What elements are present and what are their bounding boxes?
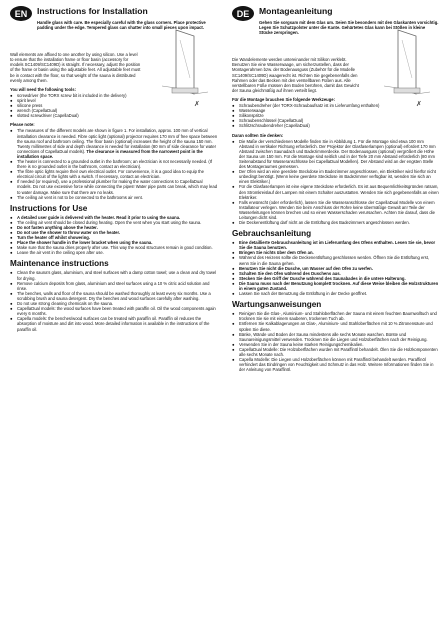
- list-item: ● CapellaDual models: the wood surfaces have been treated with paraffin oil. Oil the wood components again every 6 months.: [10, 306, 218, 316]
- tools-list-de: [232, 103, 440, 128]
- list-item: ● The benches, walls and floor of the sauna should be washed thoroughly at least every six months. Use a scrubbing brush and sauna detergent. Dry the benches and wood surfaces carefully after washing.: [10, 291, 218, 301]
- list-item: ● Make sure that the sauna dries properly after use. This way the wood structures remain in good condition.: [10, 245, 218, 250]
- list-item: ● Während des Heizens sollte die Deckenentlüftung geschlossen werden. Öffnen Sie die Entlüftung erst, wenn Sie in die Sauna gehen.: [232, 255, 440, 265]
- maintenance-list-en: [10, 270, 218, 331]
- maintenance-title-de: Wartungsanweisungen: [232, 300, 322, 310]
- list-item: ● Lassen Sie nach der Benutzung die Entlüftung in der Decke geöffnet.: [232, 291, 440, 296]
- list-item: ● Leave the air vent in the ceiling open after use.: [10, 250, 218, 255]
- list-item: ● Schalten Sie den Ofen während des Duschens aus.: [232, 271, 440, 276]
- wall-elements-text-de: Die Wandelemente werden untereinander mit Silikon verklebt. Benutzen Sie eine Wasserwaage, um sicherzustellen, dass der Montagerahmen bzw. der Bodenausguss (Zubehör für die Modelle SC1409/SC1409D) waagerecht ist. Richten Sie gegebenenfalls den Rahmen oder das Becken mit den verstellbaren Füßen aus. Alle verstellbaren Füße müssen den Boden berühren, damit das Gewicht der Sauna gleichmäßig auf ihnen verteilt liegt.: [232, 57, 359, 93]
- list-item: ● Place the shower handle in the lower bracket when using the sauna.: [10, 240, 218, 245]
- list-item: ● spirit level: [10, 98, 218, 103]
- list-item: ● Wasserwaage: [232, 108, 440, 113]
- list-item: ● slotted screwdriver (CapellaDual): [10, 113, 218, 118]
- list-item: ● Entfernen Sie Kalkablagerungen an Glas-, Aluminium- und Stahloberflächen mit 10 % Zitronensäure und spülen Sie diese.: [232, 321, 440, 331]
- svg-text:✗: ✗: [194, 100, 200, 108]
- maintenance-list-de: [232, 311, 440, 372]
- list-item: ● Die Sauna muss nach der Benutzung komplett trocknen. Auf diese Weise bleiben die Holzstrukturen in einem guten Zustand.: [232, 281, 440, 291]
- list-item: ● Reinigen Sie die Glas-, Aluminium- und Stahloberflächen der Sauna mit einem feuchten Baumwolltuch und trocknen Sie sie mit einem sauberen, trockenen Tuch ab.: [232, 311, 440, 321]
- notes-list-de: [232, 139, 440, 226]
- list-item: ● Do not use strong cleaning chemicals on the sauna.: [10, 301, 218, 306]
- list-item: ● The measures of the different models are shown in figure 1. For installation, approx. 100 mm of vertical installation clearance is needed. Fibre optic light (optional) projector requires 170 mm of free space between the sauna roof and bathroom ceiling. The floor basin (optional) increases the height of the sauna 150 mm. Twenty millimetres of side and depth clearance is needed for installation (80 mm of side clearance for water connections of CapellaDual models). The clearance is measured from the narrowest point in the installation space.: [10, 128, 218, 159]
- list-item: ● The ceiling air vent is not to be connected to the bathrooms air vent.: [10, 195, 218, 200]
- list-item: ● CapellaDual Modelle: Die Holzoberflächen wurden mit Paraffinöl behandelt. Ölen Sie die Holzkomponenten alle sechs Monate nach.: [232, 347, 440, 357]
- use-title-de: Gebrauchsanleitung: [232, 229, 312, 239]
- use-list-de: [232, 240, 440, 296]
- glass-handling-illustration-de: [376, 28, 440, 110]
- list-item: ● The heater is connected to a grounded outlet in the bathroom; an electrician is not necessarily needed. (If there is no grounded outlet in the bathroom, contact an electrician).: [10, 159, 218, 169]
- glass-warning-en: Handle glass with care. Be especially careful with the glass corners. Place protective padding under the edge. Tempered glass can shatter into small pieces upon impact.: [37, 20, 206, 31]
- list-item: ● Schraubendreher (der TORX-Schraubaufsatz ist im Lieferumfang enthalten): [232, 103, 440, 108]
- svg-text:✗: ✗: [416, 100, 422, 108]
- installation-title-en: Instructions for Installation: [37, 6, 148, 16]
- list-item: ● wrench (CapellaDual): [10, 108, 218, 113]
- language-badge-en: EN: [10, 6, 32, 21]
- list-item: ● Remove calcium deposits from glass, aluminium and steel surfaces using a 10 % citric acid solution and rinse.: [10, 281, 218, 291]
- list-item: ● Capella Modelle: Die Liegen und Holzoberflächen können mit Paraffinöl behandelt werden. Paraffinöl verhindert das Eindringen von Feuchtigkeit und Schmutz in das Holz. Weitere Informationen finden Sie in der Anleitung von Paraffinöl.: [232, 357, 440, 372]
- note-heading-de: Daran sollten Sie denken:: [232, 132, 284, 138]
- list-item: ● The fibre optic lights require their own electrical outlet. For convenience, it is a good idea to equip the electrical circuit of the lights with a switch. If necessary, contact an electrician.: [10, 169, 218, 179]
- list-item: ● Do not use the shower to throw water on the heater.: [10, 230, 218, 235]
- language-badge-de: DE: [232, 6, 254, 21]
- list-item: ● If needed (or required), use a professional plumber for making the water connections to CapellaDual models. Do not use excessive force while connecting the pipes! Water pipe parts can break, which may lead to water damage. Make sure that there are no leaks.: [10, 179, 218, 194]
- list-item: ● Bringen Sie nichts über dem Ofen an.: [232, 250, 440, 255]
- list-item: ● Falls erwünscht (oder erforderlich), lassen Sie die Wasseranschlüsse der CapellaDual Modelle von einem Installateur verlegen. Wenden Sie beim Anschluss der Rohre keine übermäßige Gewalt an! Teile der Wasserleitungen können brechen und so einen Wasserschaden verursachen. Achten Sie darauf, dass die Leitungen dicht sind.: [232, 200, 440, 220]
- wall-elements-text-en: Wall elements are affixed to one another by using silicon. Use a level to ensure that the installation frame or floor basin (accessory for models SC1409/SC1409D) is straight. If necessary, adjust the position of the frame or basin using the adjustable feet. All adjustable feet must be in contact with the floor, so that weight of the sauna is distributed evenly among them.: [10, 52, 141, 83]
- list-item: ● Silikonspritze: [232, 113, 440, 118]
- list-item: ● Clean the sauna's glass, aluminium, and steel surfaces with a damp cotton towel; use a clean and dry towel for drying.: [10, 270, 218, 280]
- german-column: [232, 5, 440, 372]
- installation-title-de: Montageanleitung: [259, 6, 333, 16]
- maintenance-title-en: Maintenance instructions: [10, 259, 109, 269]
- glass-warning-de: Gehen Sie sorgsam mit dem Glas um. Seien Sie besonders mit den Glaskanten vorsichtig. Legen Sie Schutzpolster unter die Kante. Gehärtetes Glas kann bei Stößen in kleine Stücke zerspringen.: [259, 20, 439, 36]
- list-item: ● Benutzen Sie nicht die Dusche, um Wasser auf den Ofen zu werfen.: [232, 266, 440, 271]
- list-item: ● Schraubenschlüssel (CapellaDual): [232, 118, 440, 123]
- list-item: ● Verwenden Sie in der Sauna keine starken Reinigungschemikalien.: [232, 342, 440, 347]
- list-item: ● Do not fasten anything above the heater.: [10, 225, 218, 230]
- tools-heading-en: You will need the following tools:: [10, 86, 76, 92]
- list-item: ● Turn the heater off whilst showering.: [10, 235, 218, 240]
- list-item: ● Stecken Sie den Griff der Dusche während des Saunabades in die untere Halterung.: [232, 276, 440, 281]
- list-item: ● The ceiling air vent should be closed during heating. Open the vent when you start using the sauna.: [10, 220, 218, 225]
- list-item: ● Schlitzschraubendreher (CapellaDual): [232, 123, 440, 128]
- note-heading-en: Please note:: [10, 122, 35, 128]
- list-item: ● Für die Glasfaserlampen ist eine eigene Steckdose erforderlich. Es ist aus Bequemlichkeitsgründen ratsam, den Stromkreislauf der Lampen mit einem Schalter auszustatten. Wenden Sie sich gegebenenfalls an einen Elektriker.: [232, 184, 440, 199]
- list-item: ● Capella models: the benches/wood surfaces can be treated with paraffin oil. Paraffin oil reduces the absorption of moisture and dirt into wood. More detailed information is available in the instructions of the paraffin oil.: [10, 316, 218, 331]
- list-item: ● Die Deckenentlüftung darf nicht an die Entlüftung des Badezimmers angeschlossen werden.: [232, 220, 440, 225]
- list-item: ● Die Maße der verschiedenen Modelle finden Sie in Abbildung 1. Für die Montage sind etwa 100 mm Abstand in vertikaler Richtung erforderlich. Der Projektor der Glasfaserlampen (optional) erfordert 170 mm Abstand zwischen Saunadach und Badezimmerdecke. Der Bodenausguss (optional) vergrößert die Höhe der Sauna um 150 mm. Für die Montage sind seitlich und in der Tiefe 20 mm Abstand erforderlich (80 mm Seitenabstand für Wasseranschlüsse bei CapellaDual Modellen). Der Abstand wird an der engsten Stelle des Montageraumes gemessen.: [232, 139, 440, 170]
- english-column: [10, 5, 218, 332]
- use-title-en: Instructions for Use: [10, 203, 88, 213]
- list-item: ● screwdriver (the TORX screw bit is included in the delivery): [10, 93, 218, 98]
- list-item: ● Der Ofen wird an eine geerdete Steckdose im Badezimmer angeschlossen, ein Elektriker wird hierfür nicht unbedingt benötigt. (Wenn keine geerdete Steckdose im Badezimmer verfügbar ist, wenden Sie sich an einen Elektriker.): [232, 169, 440, 184]
- use-list-en: [10, 215, 218, 256]
- tools-heading-de: Für die Montage brauchen Sie folgende Werkzeuge:: [232, 96, 335, 102]
- list-item: ● Eine detaillierte Gebrauchsanleitung ist im Lieferumfang des Ofens enthalten. Lesen Sie sie, bevor Sie die Sauna benutzen.: [232, 240, 440, 250]
- notes-list-en: [10, 128, 218, 199]
- list-item: ● Bänke, Wände und Boden der Sauna mindestens alle sechs Monate waschen. Bürste und Saunareinigungsmittel verwenden. Trocknen Sie die Liegen und Holzoberflächen nach der Reinigung.: [232, 332, 440, 342]
- list-item: ● silicone press: [10, 103, 218, 108]
- tools-list-en: [10, 93, 218, 118]
- list-item: ● A detailed user guide is delivered with the heater. Read it prior to using the sauna.: [10, 215, 218, 220]
